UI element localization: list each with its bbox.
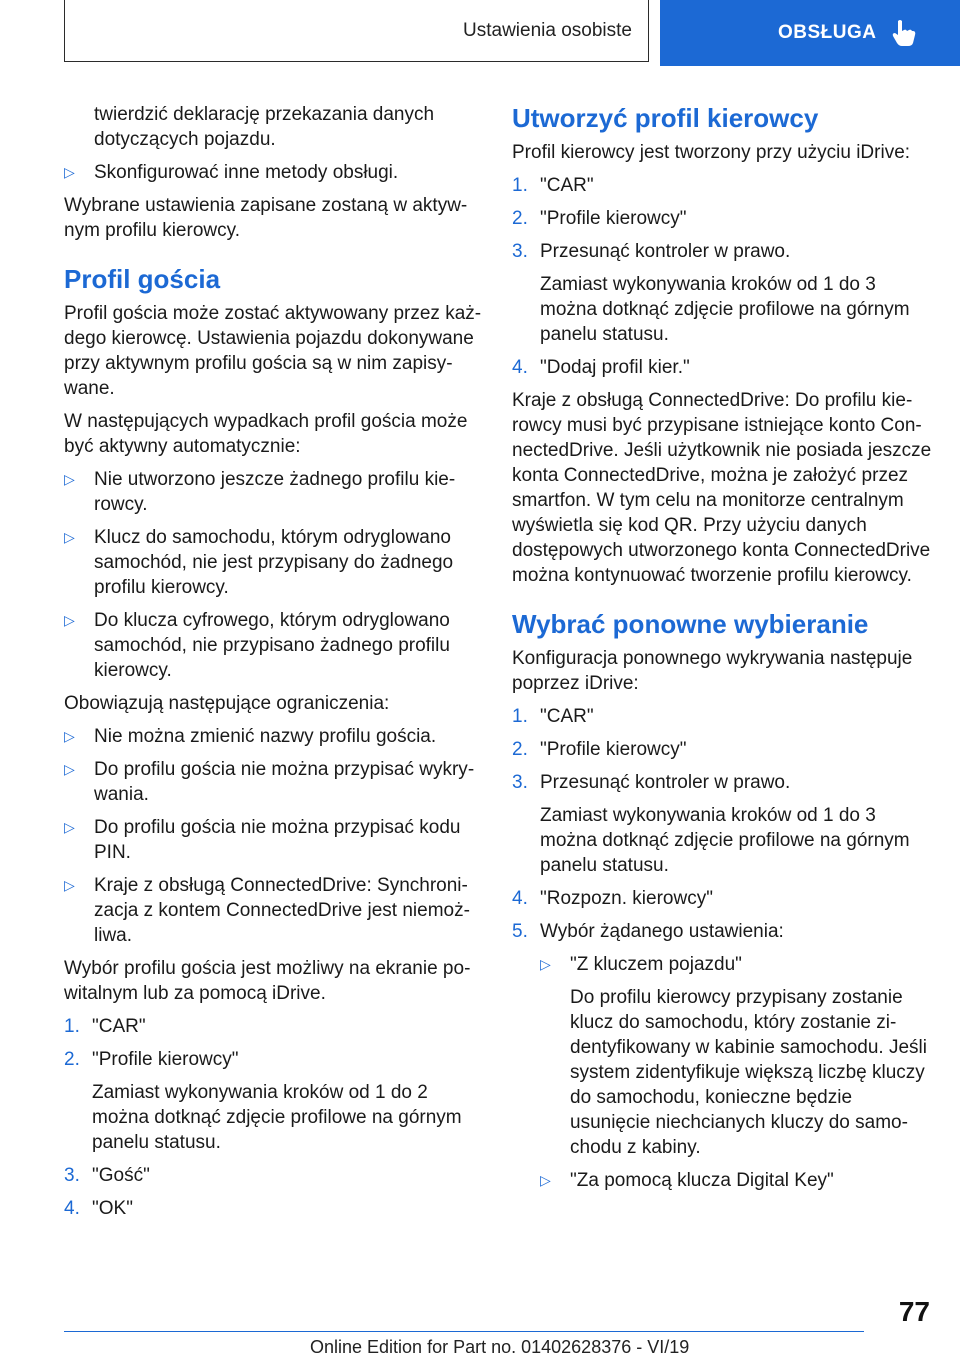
step-item — [512, 886, 932, 911]
list-item-text: Kraje z obsługą ConnectedDrive: Synchronizacja z kontem ConnectedDrive jest niemożliwa. — [94, 875, 470, 946]
left-column — [64, 102, 484, 1229]
step-item — [64, 1196, 484, 1221]
triangle-bullet-icon: ▷ — [64, 877, 75, 893]
paragraph: Profil kierowcy jest tworzony przy użyciu iDrive: — [512, 142, 911, 163]
step-text: "CAR" — [92, 1016, 146, 1037]
step-text: "Profile kierowcy" — [92, 1049, 239, 1070]
triangle-bullet-icon: ▷ — [64, 164, 75, 180]
heading-recognition: Wybrać ponowne wybieranie — [512, 609, 869, 639]
triangle-bullet-icon: ▷ — [540, 956, 551, 972]
section-title: Ustawienia osobiste — [463, 19, 632, 41]
list-item — [64, 815, 484, 865]
step-number: 4. — [512, 888, 528, 909]
step-text: "OK" — [92, 1198, 133, 1219]
option-note: Do profilu kierowcy przypisany zostanie klucz do samochodu, który zostanie zidentyfikowany w kabinie samochodu. Jeśli system zidentyfikuje większą liczbę kluczy do samochodu, konieczne będzie usunięcie niechcianych kluczy do samochodu z kabiny. — [570, 987, 927, 1158]
step-number: 2. — [512, 208, 528, 229]
paragraph: Konfiguracja ponownego wykrywania następuje poprzez iDrive: — [512, 648, 913, 694]
triangle-bullet-icon: ▷ — [64, 819, 75, 835]
step-number: 1. — [512, 706, 528, 727]
step-text: "CAR" — [540, 175, 594, 196]
hand-pointer-icon — [891, 19, 917, 47]
paragraph: Wybrane ustawienia zapisane zostaną w aktywnym profilu kierowcy. — [64, 195, 468, 241]
list-item-text: Nie utworzono jeszcze żadnego profilu kierowcy. — [94, 469, 456, 515]
list-item-text: "Za pomocą klucza Digital Key" — [570, 1170, 834, 1191]
list-item-text: Do profilu gościa nie można przypisać wykrywania. — [94, 759, 475, 805]
sub-options — [512, 952, 932, 1193]
list-item — [64, 724, 484, 749]
step-text: Przesunąć kontroler w prawo. — [540, 241, 791, 262]
heading-guest-profile: Profil gościa — [64, 264, 221, 294]
triangle-bullet-icon: ▷ — [64, 529, 75, 545]
list-item — [64, 525, 484, 600]
list-item — [540, 952, 932, 977]
step-item — [64, 1047, 484, 1072]
list-item-text: Nie można zmienić nazwy profilu gościa. — [94, 726, 437, 747]
step-note: Zamiast wykonywania kroków od 1 do 3 można dotknąć zdjęcie profilowe na górnym panelu statusu. — [540, 805, 910, 876]
step-number: 2. — [64, 1049, 80, 1070]
triangle-bullet-icon: ▷ — [64, 612, 75, 628]
list-item — [540, 1168, 932, 1193]
section-header — [64, 0, 649, 62]
paragraph: W następujących wypadkach profil gościa może być aktywny automatycznie: — [64, 411, 468, 457]
step-number: 3. — [512, 772, 528, 793]
list-item-text: Skonfigurować inne metody obsługi. — [94, 162, 399, 183]
step-item — [512, 355, 932, 380]
step-number: 4. — [64, 1198, 80, 1219]
list-item — [64, 467, 484, 517]
step-item — [512, 704, 932, 729]
step-number: 2. — [512, 739, 528, 760]
step-text: "Rozpozn. kierowcy" — [540, 888, 713, 909]
list-item-text: "Z kluczem pojazdu" — [570, 954, 742, 975]
step-number: 3. — [64, 1165, 80, 1186]
triangle-bullet-icon: ▷ — [64, 761, 75, 777]
step-number: 4. — [512, 357, 528, 378]
step-item — [512, 239, 932, 264]
step-item — [512, 173, 932, 198]
right-column — [512, 102, 932, 1201]
step-text: "Profile kierowcy" — [540, 208, 687, 229]
step-note: Zamiast wykonywania kroków od 1 do 2 można dotknąć zdjęcie profilowe na górnym panelu statusu. — [92, 1082, 462, 1153]
step-item — [512, 206, 932, 231]
list-item — [64, 608, 484, 683]
list-item — [64, 757, 484, 807]
step-note: Zamiast wykonywania kroków od 1 do 3 można dotknąć zdjęcie profilowe na górnym panelu statusu. — [540, 274, 910, 345]
step-item — [64, 1163, 484, 1188]
continued-text: twierdzić deklarację przekazania danych dotyczących pojazdu. — [94, 104, 435, 150]
list-item — [64, 873, 484, 948]
footer-edition: Online Edition for Part no. 01402628376 - VI/19 — [310, 1337, 690, 1357]
step-text: Przesunąć kontroler w prawo. — [540, 772, 791, 793]
paragraph: Obowiązują następujące ograniczenia: — [64, 693, 390, 714]
step-text: "Gość" — [92, 1165, 150, 1186]
step-number: 1. — [512, 175, 528, 196]
step-item — [512, 770, 932, 795]
step-text: "Dodaj profil kier." — [540, 357, 690, 378]
paragraph: Profil gościa może zostać aktywowany przez każdego kierowcę. Ustawienia pojazdu dokonywane przy aktywnym profilu gościa są w nim zapisywane. — [64, 303, 482, 399]
paragraph: Kraje z obsługą ConnectedDrive: Do profilu kierowcy musi być przypisane istniejące konto ConnectedDrive. Jeśli użytkownik nie posiada jeszcze konta ConnectedDrive, można je założyć przez smartfon. W tym celu na monitorze centralnym wyświetla się kod QR. Przy użyciu danych dostępowych utworzonego konta ConnectedDrive można kontynuować tworzenie profilu kierowcy. — [512, 390, 932, 586]
step-text: "CAR" — [540, 706, 594, 727]
step-text: "Profile kierowcy" — [540, 739, 687, 760]
footer-divider — [64, 1331, 864, 1332]
step-number: 3. — [512, 241, 528, 262]
heading-create-profile: Utworzyć profil kierowcy — [512, 103, 819, 133]
step-number: 5. — [512, 921, 528, 942]
triangle-bullet-icon: ▷ — [64, 471, 75, 487]
page-number: 77 — [898, 1296, 930, 1327]
list-item-text: Do klucza cyfrowego, którym odryglowano samochód, nie przypisano żadnego profilu kierowcy. — [94, 610, 450, 681]
triangle-bullet-icon: ▷ — [64, 728, 75, 744]
list-item — [64, 160, 484, 185]
step-item — [64, 1014, 484, 1039]
triangle-bullet-icon: ▷ — [540, 1172, 551, 1188]
step-number: 1. — [64, 1016, 80, 1037]
step-text: Wybór żądanego ustawienia: — [540, 921, 784, 942]
paragraph: Wybór profilu gościa jest możliwy na ekranie powitalnym lub za pomocą iDrive. — [64, 958, 471, 1004]
chapter-title: OBSŁUGA — [778, 22, 877, 43]
list-item-text: Klucz do samochodu, którym odryglowano samochód, nie jest przypisany do żadnego profilu kierowcy. — [94, 527, 454, 598]
step-item — [512, 919, 932, 944]
step-item — [512, 737, 932, 762]
list-item-text: Do profilu gościa nie można przypisać kodu PIN. — [94, 817, 461, 863]
chapter-tab — [660, 0, 960, 66]
